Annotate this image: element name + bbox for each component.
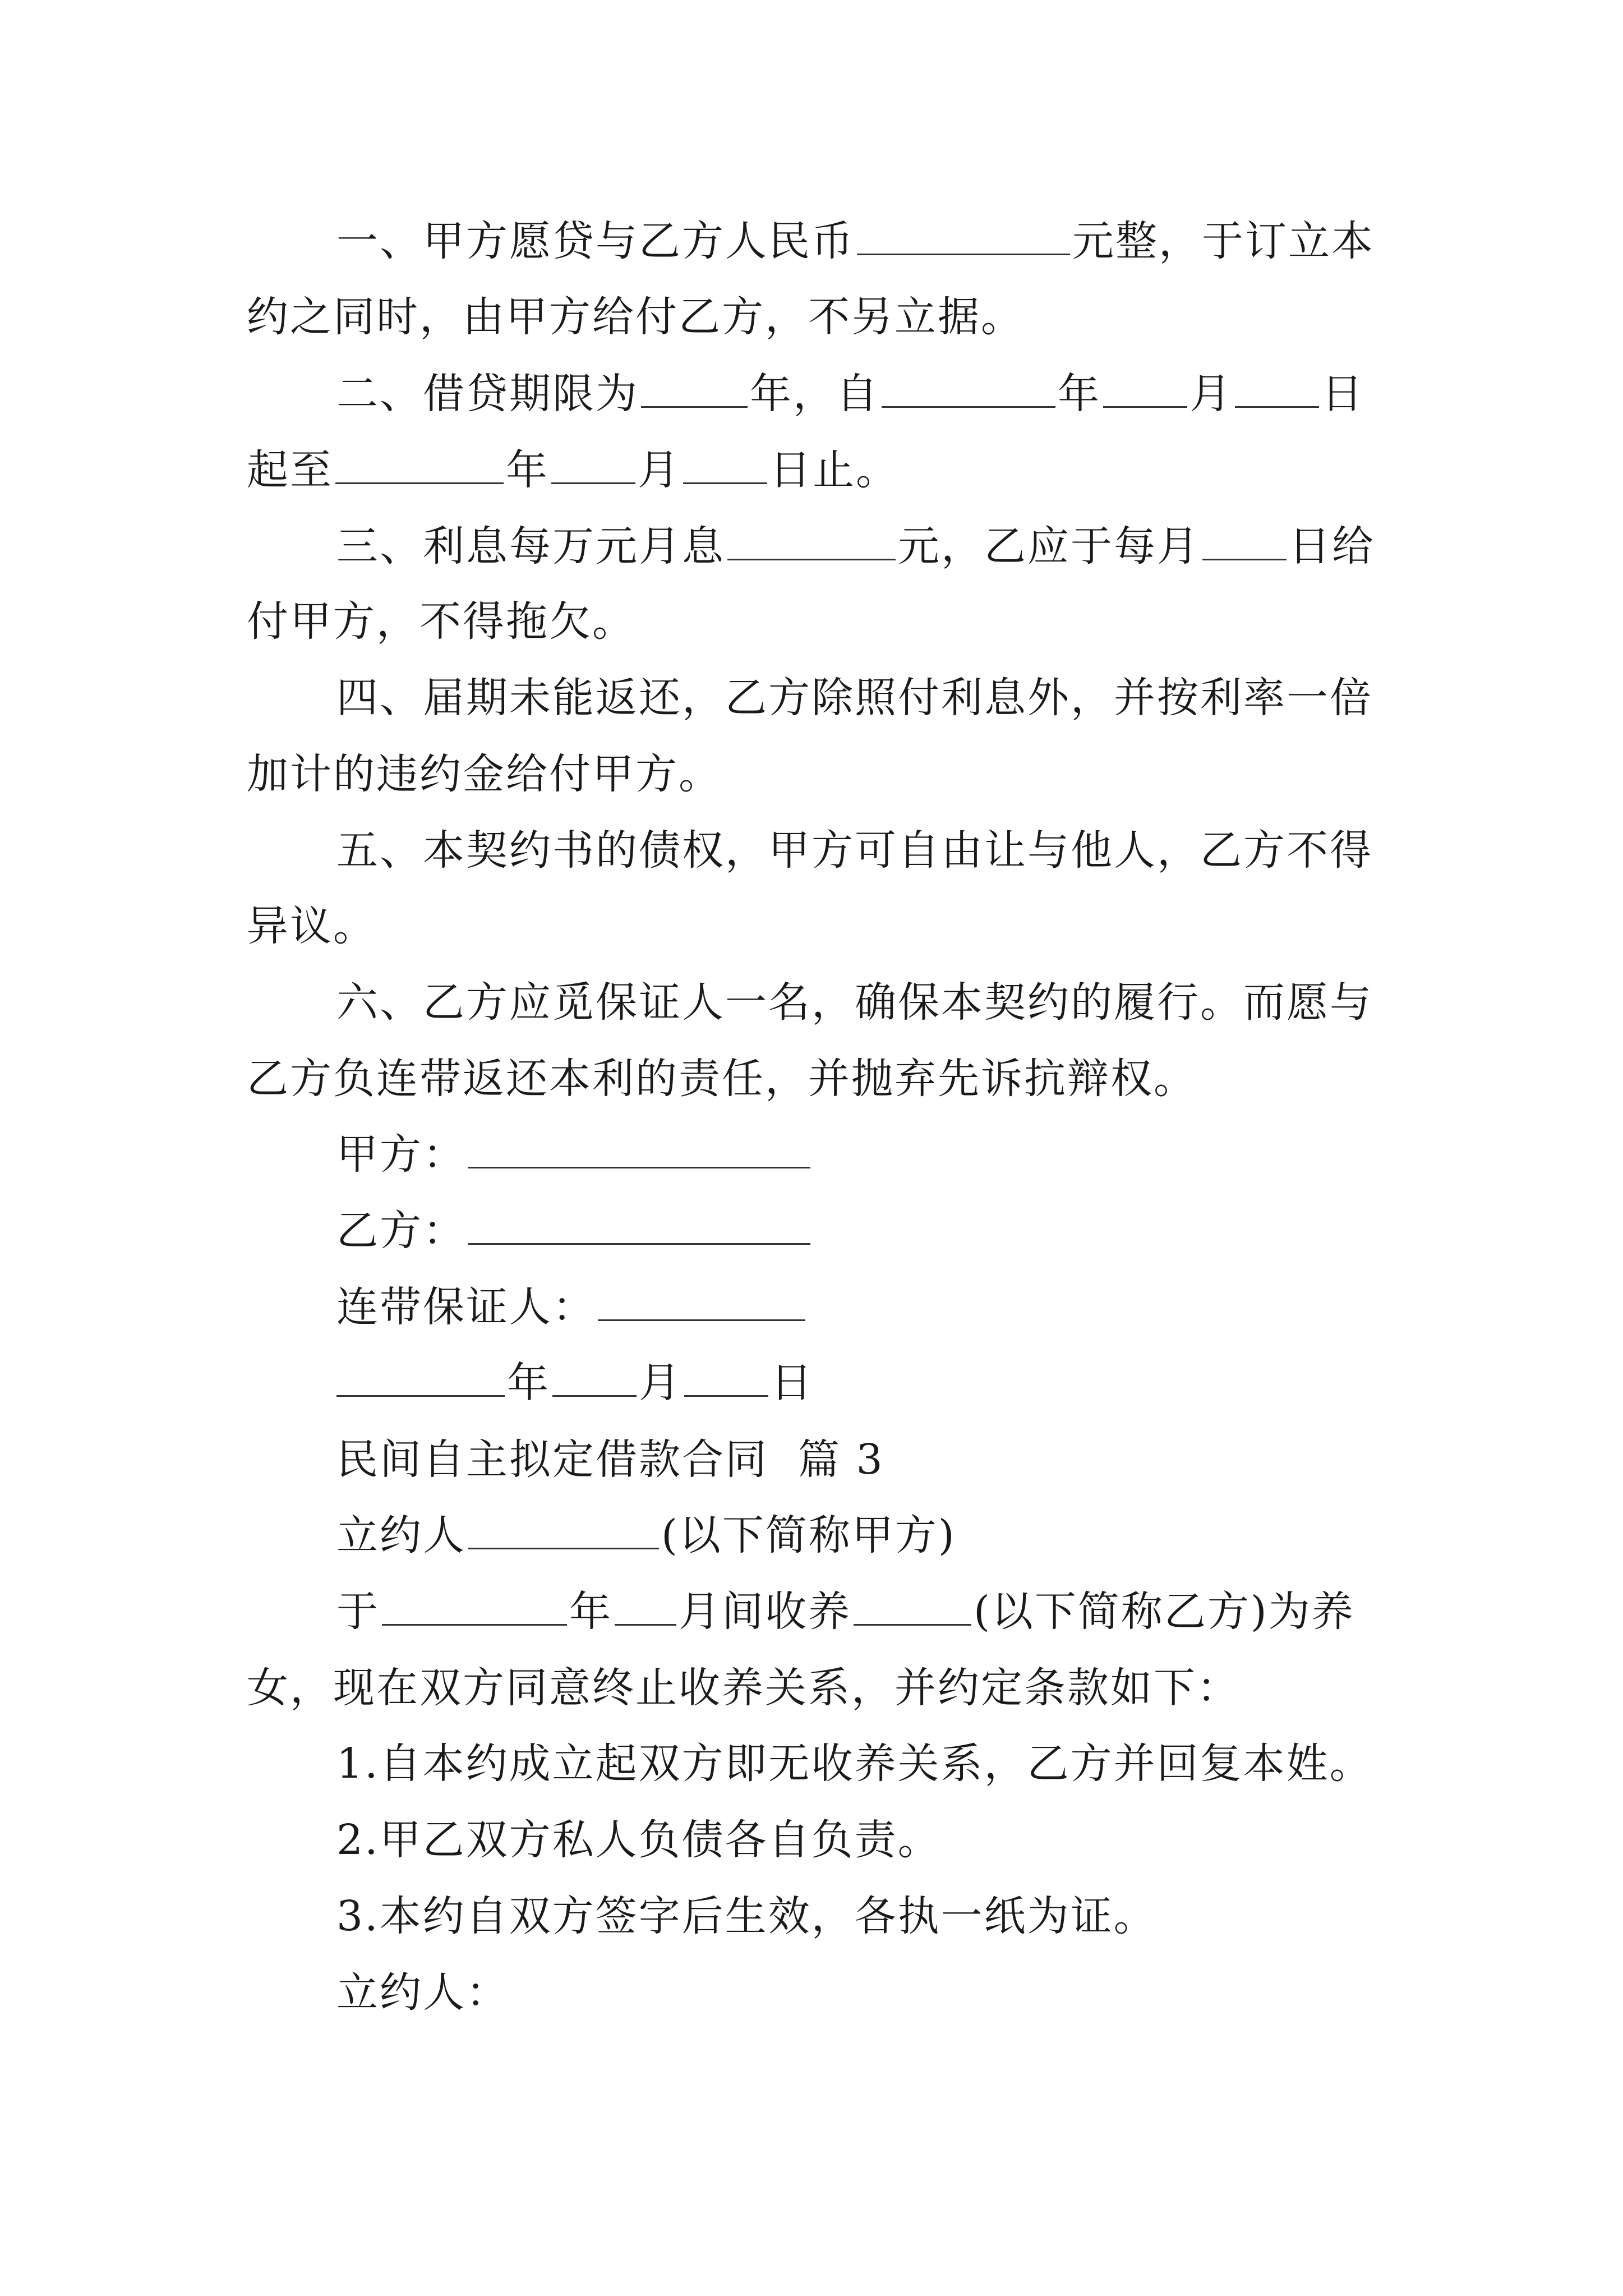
clause-1-text-c: 约之同时，由甲方给付乙方，不另立据。 [247,293,1024,341]
section-3-para-1 [336,1507,1481,1563]
clause-2-text-h: 月 [638,446,681,494]
clause-6-text-b: 乙方负连带返还本利的责任，并抛弃先诉抗辩权。 [247,1055,1197,1103]
section-3-text-2d: (以下简称乙方)为养 [974,1588,1355,1636]
promisor-blank [468,1508,659,1549]
clause-6-text-a: 六、乙方应觅保证人一名，确保本契约的履行。而愿与 [336,978,1373,1027]
clause-4-text-b: 加计的违约金给付甲方。 [247,750,722,798]
clause-2-text-f: 起至 [247,446,333,494]
section-3-para-2-line-2 [247,1660,1391,1716]
adoptee-blank [854,1585,971,1626]
clause-1-line-1 [336,213,1481,269]
section-3-signer-label: 立约人： [336,1968,509,2017]
section-3-text-2b: 年 [569,1588,612,1636]
section-3-signer [336,1964,1481,2021]
end-day-blank [683,443,767,484]
clause-4-text-a: 四、届期未能返还，乙方除照付利息外，并按利率一倍 [336,674,1373,722]
payment-day-blank [1202,519,1287,560]
section-3-text-2a: 于 [336,1588,380,1636]
section-3-para-2-line-1 [336,1584,1481,1640]
term-years-blank [641,367,748,408]
section-3-item-3 [336,1888,1481,1944]
clause-2-text-i: 日止。 [769,446,899,494]
amount-blank [857,214,1070,255]
start-day-blank [1235,367,1319,408]
date-day-label: 日 [771,1359,814,1407]
clause-4-line-2 [247,746,1391,802]
section-3-text-1a: 立约人 [336,1511,466,1559]
section-3-item-2 [336,1812,1481,1868]
end-month-blank [551,443,635,484]
section-3-title-text: 民间自主拟定借款合同 篇 3 [336,1435,884,1484]
clause-1-line-2 [247,289,1391,345]
adoption-month-blank [615,1585,676,1626]
party-b-blank [468,1204,810,1245]
clause-3-text-a: 三、利息每万元月息 [336,522,725,570]
clause-3-line-1 [336,518,1481,574]
party-b-signature [336,1203,1481,1259]
clause-5-text-a: 五、本契约书的债权，甲方可自由让与他人，乙方不得 [336,826,1373,875]
clause-1-text-a: 一、甲方愿贷与乙方人民币 [336,217,855,265]
section-3-item-1 [336,1736,1481,1792]
date-month-label: 月 [639,1359,682,1407]
clause-2-text-b: 年，自 [750,370,879,418]
clause-3-text-b: 元，乙应于每月 [898,522,1200,570]
clause-2-text-g: 年 [506,446,549,494]
date-day-blank [684,1356,768,1397]
date-year-blank [336,1356,505,1397]
date-month-blank [552,1356,637,1397]
date-year-label: 年 [507,1359,550,1407]
clause-2-text-e: 日 [1321,370,1364,418]
section-3-item-1-text: 1.自本约成立起双方即无收养关系，乙方并回复本姓。 [336,1740,1373,1788]
section-3-text-2e: 女，现在双方同意终止收养关系，并约定条款如下： [247,1664,1240,1712]
clause-2-text-d: 月 [1189,370,1233,418]
adoption-year-blank [382,1585,567,1626]
clause-2-text-a: 二、借贷期限为 [336,370,639,418]
section-3-text-1b: (以下简称甲方) [661,1511,956,1559]
signature-date [336,1355,1481,1411]
clause-5-text-b: 异议。 [247,902,376,950]
clause-3-line-2 [247,593,1391,650]
end-year-blank [335,443,504,484]
party-a-signature [336,1126,1481,1182]
clause-6-line-2 [247,1051,1391,1107]
clause-3-text-d: 付甲方，不得拖欠。 [247,597,635,646]
party-a-blank [468,1128,810,1168]
section-3-item-3-text: 3.本约自双方签字后生效，各执一纸为证。 [336,1892,1157,1940]
section-3-title [336,1432,1481,1488]
clause-4-line-1 [336,670,1481,726]
clause-2-line-2 [247,442,1391,498]
clause-6-line-1 [336,974,1481,1030]
party-a-label: 甲方： [336,1130,466,1179]
clause-2-line-1 [336,366,1481,422]
guarantor-blank [598,1280,805,1321]
clause-3-text-c: 日给 [1289,522,1375,570]
clause-1-text-b: 元整，于订立本 [1072,217,1375,265]
clause-5-line-1 [336,822,1481,878]
interest-blank [727,519,896,560]
guarantor-signature [336,1279,1481,1335]
section-3-item-2-text: 2.甲乙双方私人负债各自负责。 [336,1816,941,1864]
clause-5-line-2 [247,898,1391,954]
clause-2-text-c: 年 [1058,370,1101,418]
party-b-label: 乙方： [336,1207,466,1255]
section-3-text-2c: 月间收养 [679,1588,851,1636]
start-month-blank [1103,367,1187,408]
guarantor-label: 连带保证人： [336,1283,596,1331]
start-year-blank [882,367,1055,408]
